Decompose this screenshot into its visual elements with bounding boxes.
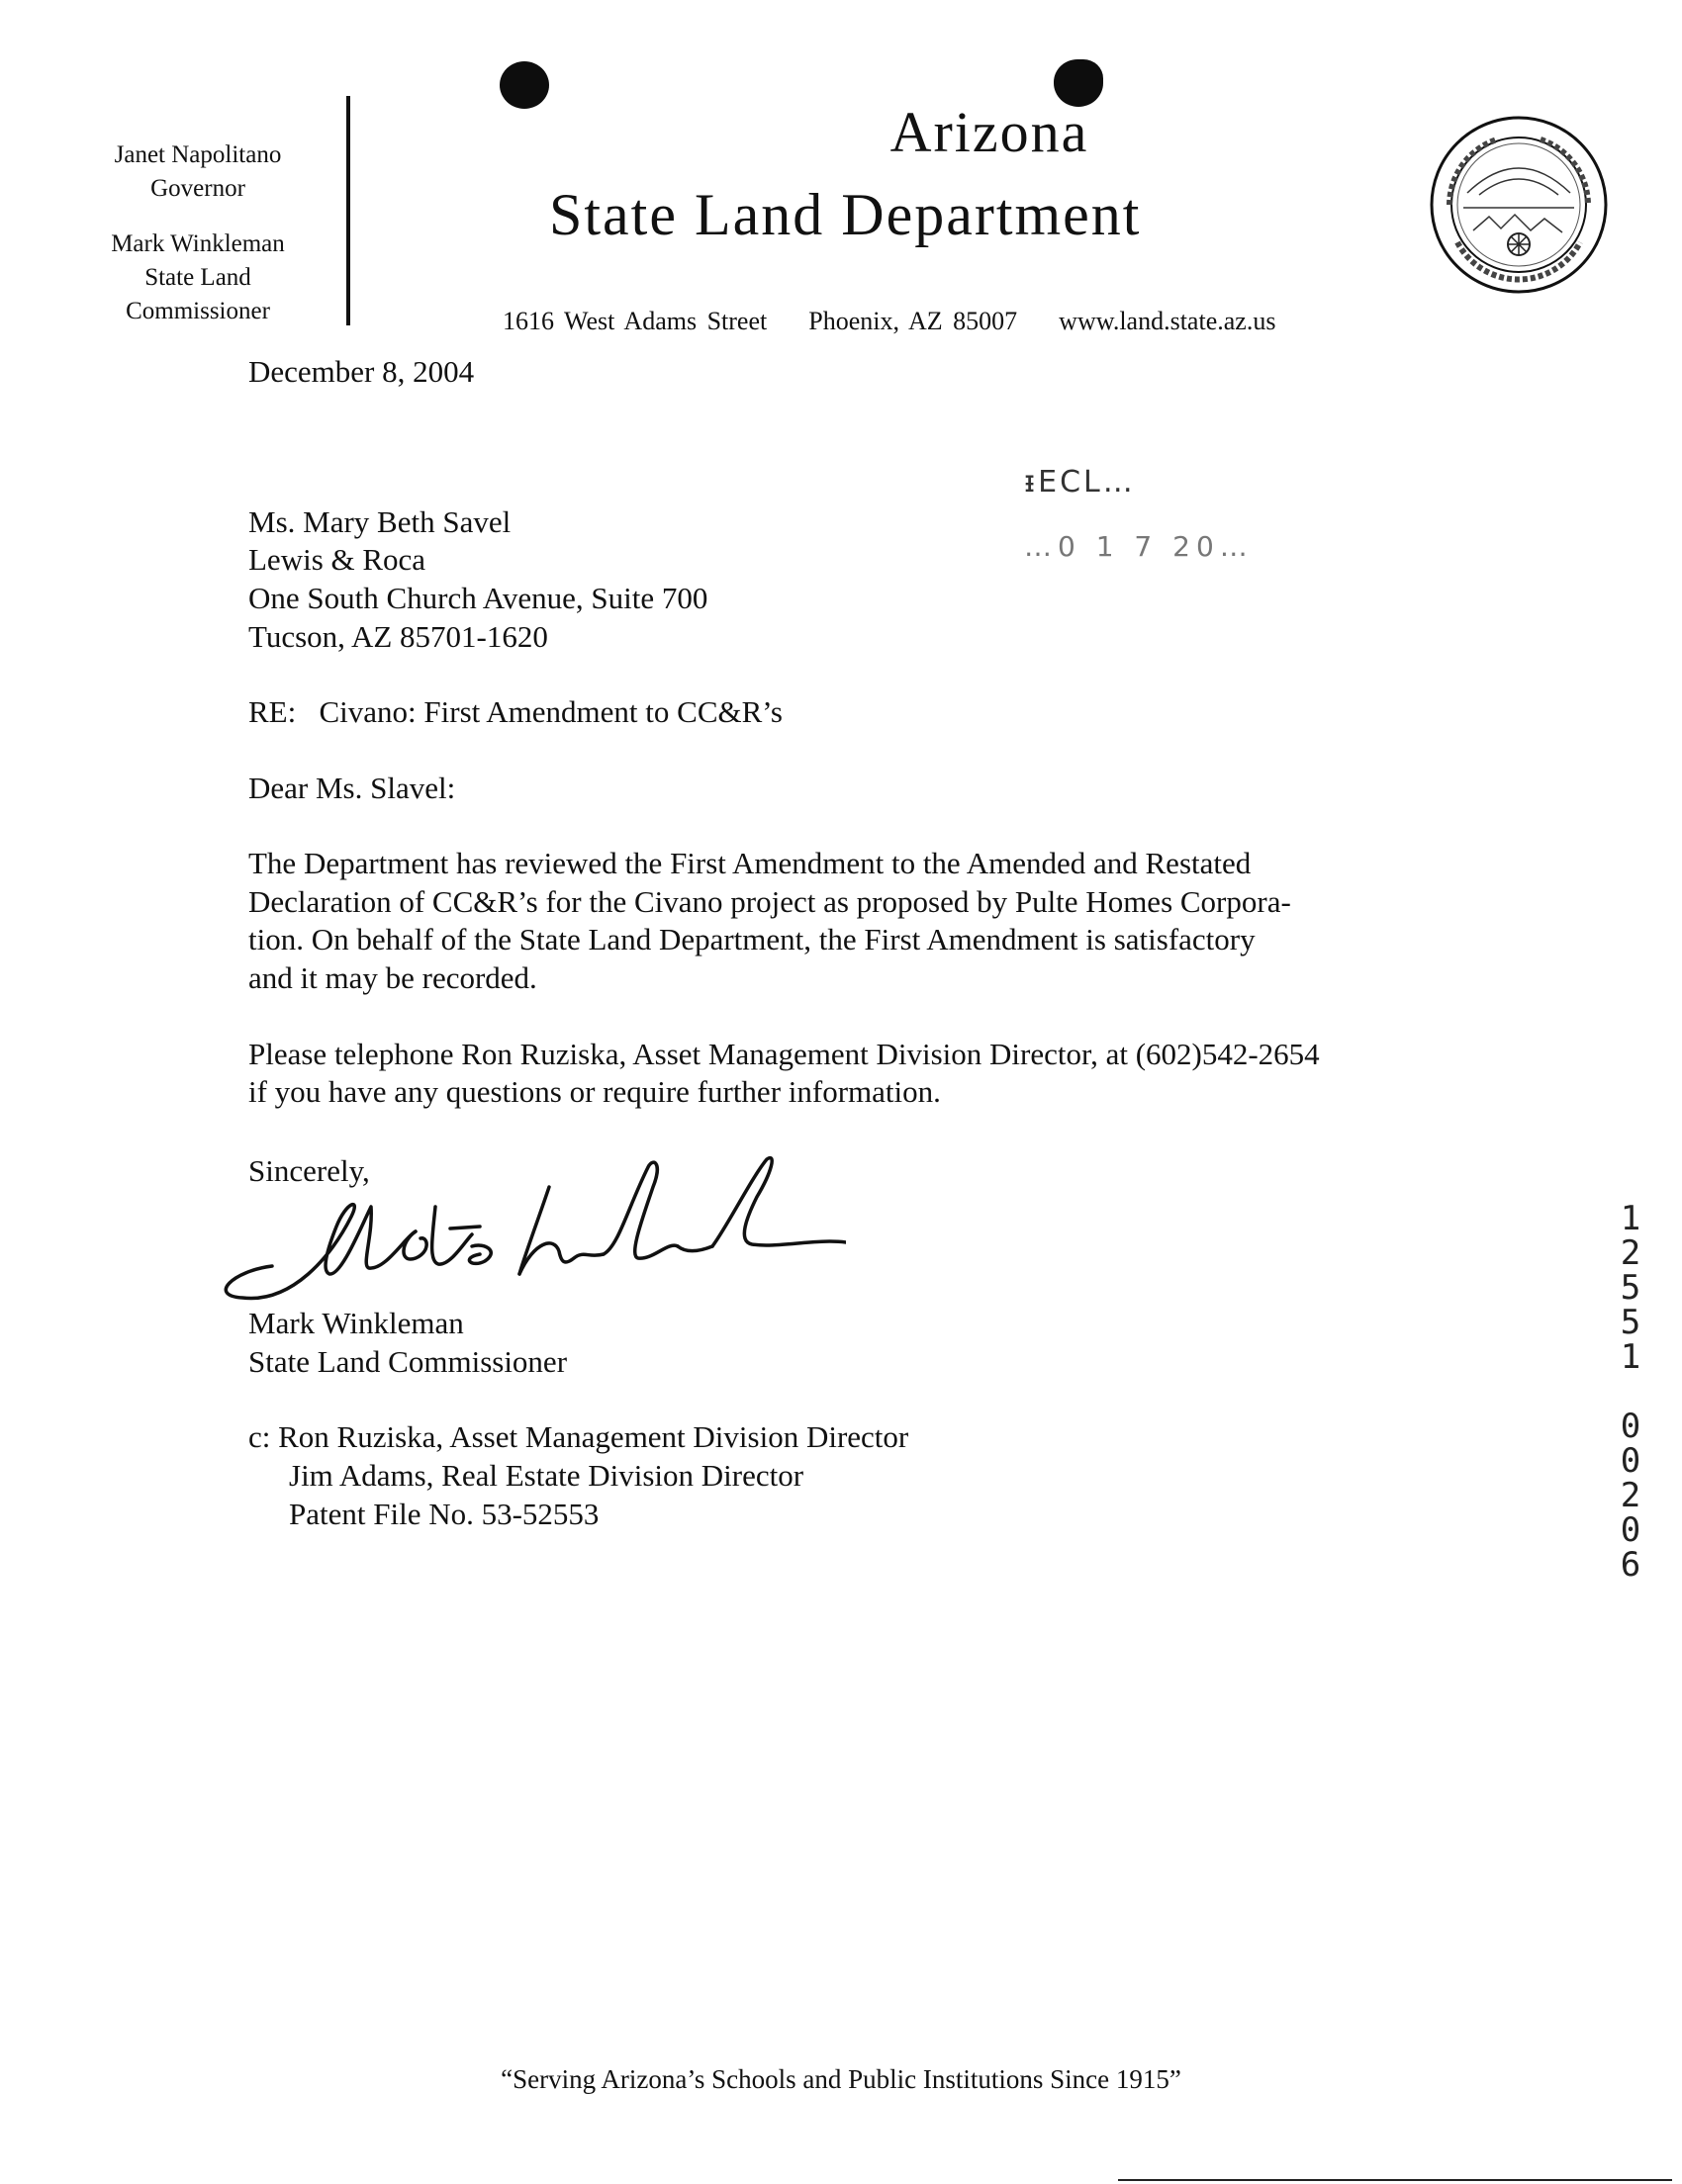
paragraph-line: Please telephone Ron Ruziska, Asset Management Division Director, at (602)542-2654 — [248, 1037, 1320, 1071]
closing: Sincerely, — [248, 1153, 370, 1188]
received-stamp-date: …0 1 7 20… — [1024, 530, 1254, 563]
governor-title: Governor — [150, 175, 245, 202]
paragraph-line: tion. On behalf of the State Land Department, the First Amendment is satisfactory — [248, 922, 1256, 956]
signer-title: State Land Commissioner — [248, 1344, 568, 1379]
letterhead-address: 1616 West Adams Street Phoenix, AZ 85007 www.land.state.az.us — [503, 307, 1276, 335]
page-edge-line — [1118, 2179, 1672, 2181]
recipient-line: Tucson, AZ 85701-1620 — [248, 619, 548, 654]
cc-line: c: Ron Ruziska, Asset Management Division Director — [248, 1419, 909, 1454]
handwritten-signature — [213, 1147, 846, 1316]
letter-date: December 8, 2004 — [248, 354, 475, 389]
letterhead-footer: “Serving Arizona’s Schools and Public Institutions Since 1915” — [501, 2064, 1181, 2094]
paragraph-line: Declaration of CC&R’s for the Civano project as proposed by Pulte Homes Corpora- — [248, 884, 1291, 919]
paragraph-line: The Department has reviewed the First Amendment to the Amended and Restated — [248, 846, 1252, 880]
recipient-line: Lewis & Roca — [248, 542, 426, 577]
letterhead-title-arizona: Arizona — [889, 100, 1089, 164]
cc-line: Jim Adams, Real Estate Division Director — [289, 1458, 804, 1493]
paragraph-line: and it may be recorded. — [248, 960, 537, 995]
arizona-state-land-department-seal-icon — [1428, 114, 1610, 296]
document-number: 1 2 5 5 1 0 0 2 0 6 — [1620, 1199, 1641, 1585]
commissioner-title-line2: Commissioner — [126, 298, 270, 324]
salutation: Dear Ms. Slavel: — [248, 771, 456, 805]
commissioner-title-line1: State Land — [144, 264, 251, 291]
commissioner-name: Mark Winkleman — [111, 230, 285, 257]
recipient-line: One South Church Avenue, Suite 700 — [248, 581, 708, 615]
punch-hole-left — [500, 61, 549, 109]
governor-name: Janet Napolitano — [114, 141, 282, 168]
recipient-line: Ms. Mary Beth Savel — [248, 504, 512, 539]
subject-line: RE: Civano: First Amendment to CC&R’s — [248, 694, 783, 729]
letterhead-title-department: State Land Department — [549, 182, 1142, 247]
letterhead-sidebar — [69, 138, 327, 328]
letterhead-divider — [346, 96, 350, 325]
cc-line: Patent File No. 53-52553 — [289, 1497, 600, 1531]
signer-name: Mark Winkleman — [248, 1306, 464, 1340]
received-stamp: ᵻECL… — [1024, 465, 1136, 500]
paragraph-line: if you have any questions or require further information. — [248, 1074, 941, 1109]
